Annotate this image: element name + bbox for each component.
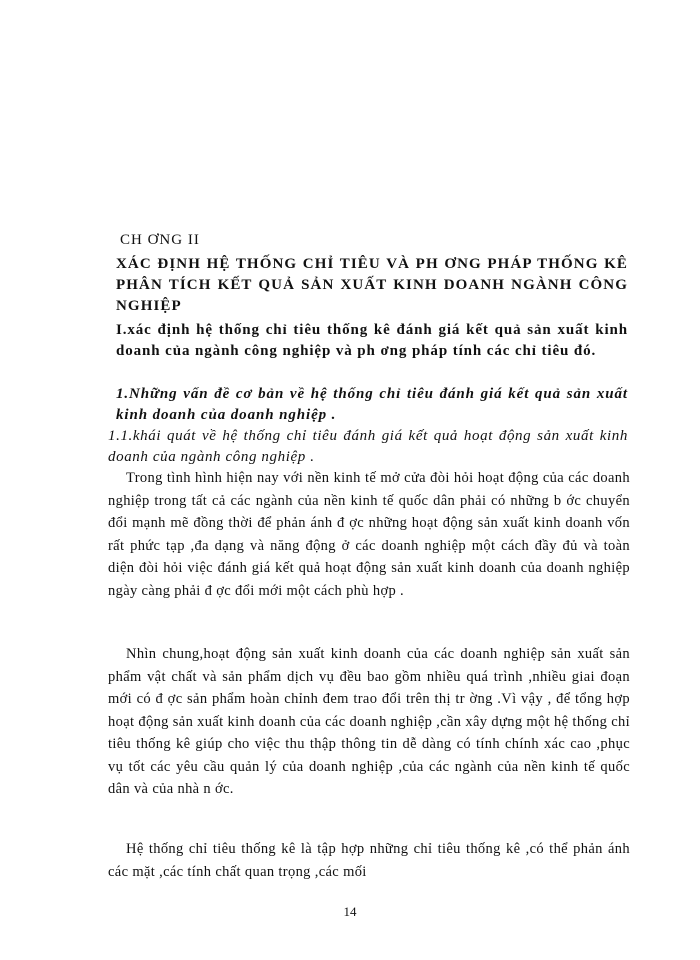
paragraph-text: Hệ thống chỉ tiêu thống kê là tập hợp những chỉ tiêu thống kê ,có thể phản ánh các mặt ,các tính chất quan trọng ,các mối (108, 841, 630, 880)
section-heading-1-1-1: 1.1.khái quát về hệ thống chỉ tiêu đánh giá kết quả hoạt động sản xuất kinh doanh của ngành công nghiệp . (108, 428, 628, 465)
paragraph-text: Nhìn chung,hoạt động sản xuất kinh doanh của các doanh nghiệp sản xuất sản phẩm vật chất và sản phẩm dịch vụ đều bao gồm nhiều quá trình ,nhiều giai đoạn mới có đ ợc sản phẩm hoàn chỉnh đem trao đổi trên thị tr ờng .Vì vậy , để tổng hợp hoạt động sản xuất kinh doanh của các doanh nghiệp ,cần xây dựng một hệ thống chỉ tiêu thống kê giúp cho việc thu thập thông tin dễ dàng có tính chính xác cao ,phục vụ tốt các yêu cầu quản lý của doanh nghiệp ,của các ngành của nền kinh tế quốc dân và của nhà n ớc. (108, 646, 630, 797)
body-paragraph-1 (108, 467, 630, 602)
body-paragraph-2 (108, 643, 630, 801)
body-paragraph-3 (108, 838, 630, 883)
chapter-label: CH ƠNG II (120, 232, 200, 248)
section-heading-1-1: 1.Những vấn đề cơ bản về hệ thống chỉ tiêu đánh giá kết quả sản xuất kinh doanh của doanh nghiệp . (116, 386, 628, 423)
page-number: 14 (343, 904, 357, 919)
paragraph-text: Trong tình hình hiện nay với nền kinh tế mở cửa đòi hỏi hoạt động của các doanh nghiệp trong tất cả các ngành của nền kinh tế quốc dân phải có những b ớc chuyển đổi mạnh mẽ đồng thời để phản ánh đ ợc những hoạt động sản xuất kinh doanh vốn rất phức tạp ,đa dạng và năng động ở các doanh nghiệp một cách đầy đủ và toàn diện đòi hỏi việc đánh giá kết quả hoạt động sản xuất kinh doanh của doanh nghiệp ngày càng phải đ ợc đổi mới một cách phù hợp . (108, 470, 630, 599)
section-heading-1: I.xác định hệ thống chỉ tiêu thống kê đánh giá kết quả sản xuất kinh doanh của ngành công nghiệp và ph ơng pháp tính các chỉ tiêu đó. (116, 322, 628, 359)
chapter-title: XÁC ĐỊNH HỆ THỐNG CHỈ TIÊU VÀ PH ƠNG PHÁP THỐNG KÊ PHÂN TÍCH KẾT QUẢ SẢN XUẤT KINH DOANH NGÀNH CÔNG NGHIỆP (116, 256, 628, 314)
